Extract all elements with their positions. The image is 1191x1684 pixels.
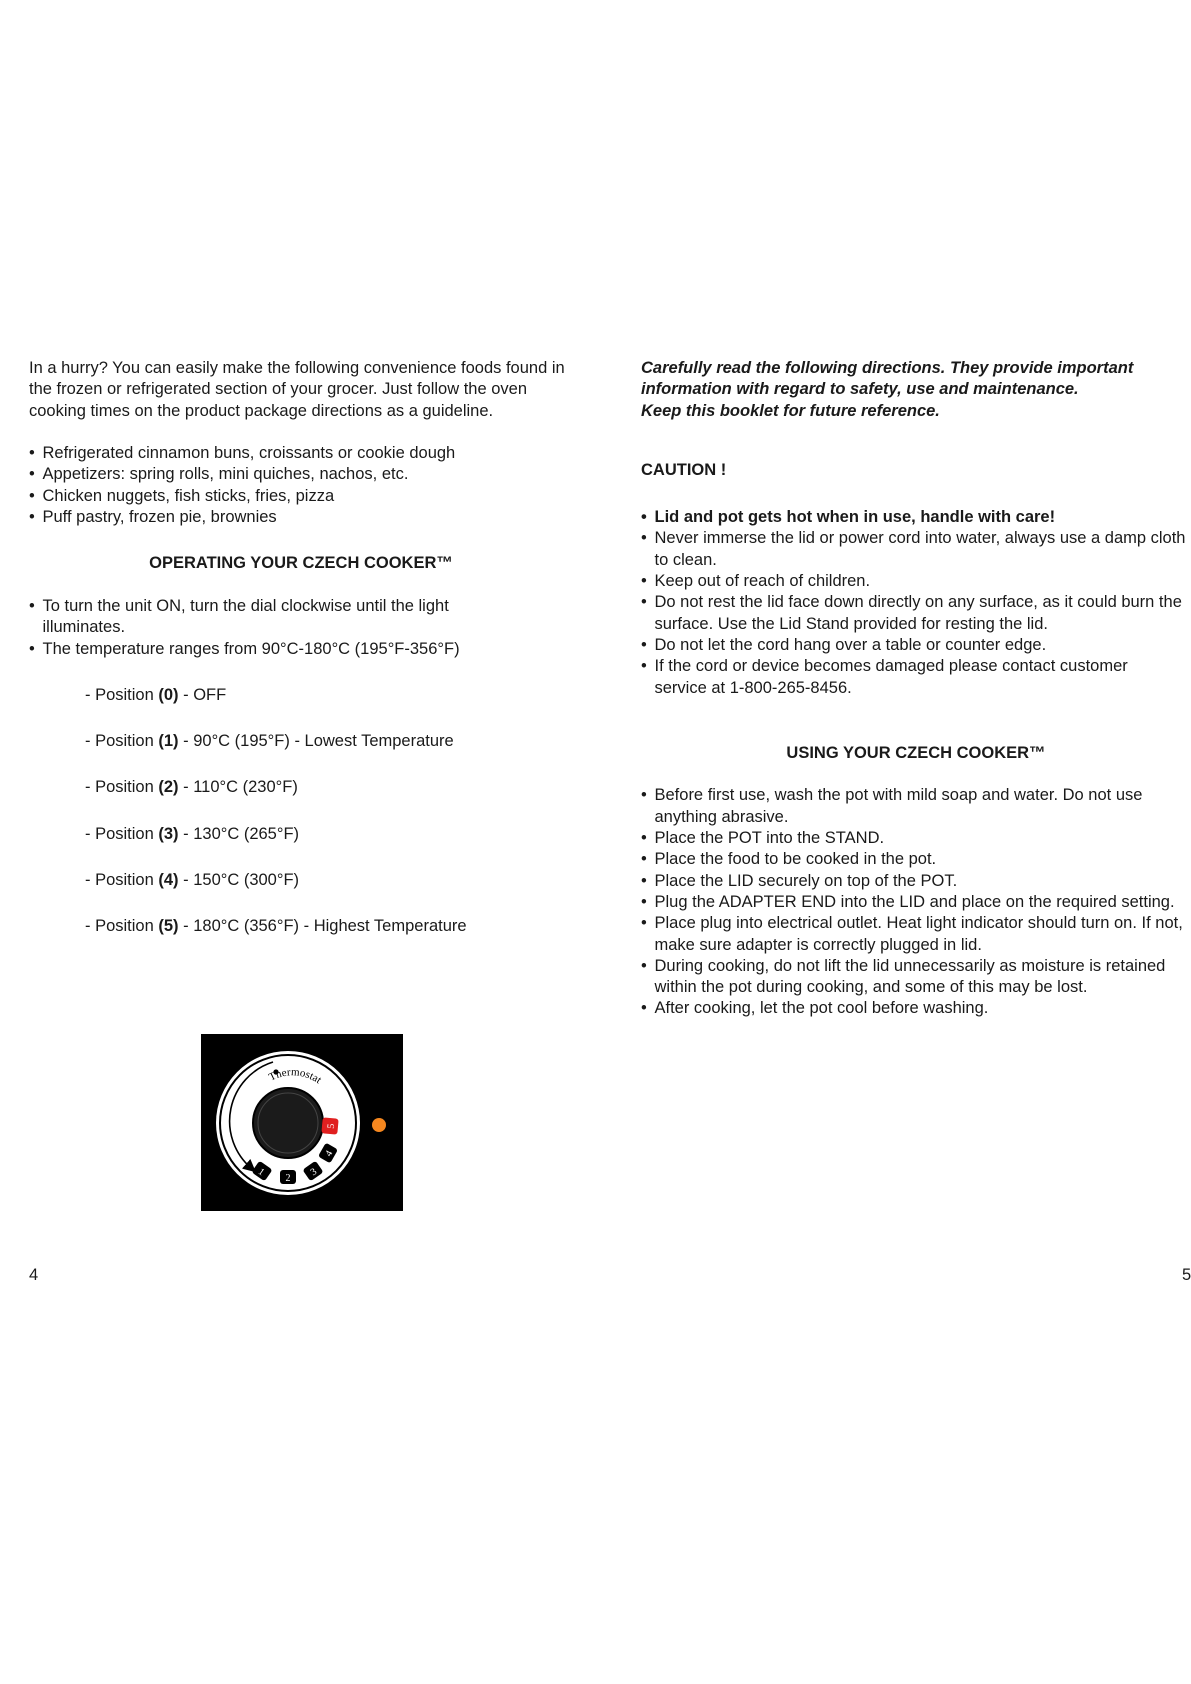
position-description: - 110°C (230°F) [178,778,298,797]
convenience-foods-list [29,443,589,528]
position-number: (0) [158,685,179,704]
list-item: • Appetizers: spring rolls, mini quiches, nachos, etc. [29,464,589,485]
position-item [85,870,589,916]
thermostat-dial-illustration [201,1034,403,1211]
position-item [85,916,589,962]
intro-line: information with regard to safety, use and maintenance. [641,380,1079,399]
list-item: • Lid and pot gets hot when in use, handle with care! [641,507,1191,528]
page-number-left: 4 [29,1266,39,1284]
list-item: • If the cord or device becomes damaged please contact customer service at 1-800-265-8456. [641,656,1191,699]
list-item: • Place the food to be cooked in the pot. [641,849,1191,870]
dial-number: 5 [325,1123,338,1130]
thermostat-dial-icon [201,1034,403,1211]
position-prefix: - Position [85,732,159,751]
position-prefix: - Position [85,685,159,704]
position-description: - 180°C (356°F) - Highest Temperature [178,917,467,936]
position-description: - 90°C (195°F) - Lowest Temperature [178,732,454,751]
list-item: • Puff pastry, frozen pie, brownies [29,507,589,528]
page-number-right: 5 [1182,1266,1191,1284]
list-item: • Chicken nuggets, fish sticks, fries, pizza [29,486,589,507]
position-number: (1) [158,732,179,751]
intro-line: Keep this booklet for future reference. [641,401,940,420]
list-item: • Do not let the cord hang over a table or counter edge. [641,635,1191,656]
position-description: - 150°C (300°F) [178,871,300,890]
list-item: • Never immerse the lid or power cord into water, always use a damp cloth to clean. [641,528,1191,571]
right-page-column [641,358,1191,1020]
position-item [85,731,589,777]
list-item: • Keep out of reach of children. [641,571,1191,592]
list-item: • Before first use, wash the pot with mild soap and water. Do not use anything abrasive. [641,785,1191,828]
position-number: (4) [158,871,179,890]
caution-heading: CAUTION ! [641,460,727,479]
position-prefix: - Position [85,778,159,797]
dial-number: 4 [323,1148,336,1159]
position-item [85,777,589,823]
position-number: (2) [158,778,179,797]
list-item: • Do not rest the lid face down directly on any surface, as it could burn the surface. Use the Lid Stand provided for resting the lid. [641,592,1191,635]
position-number: (5) [158,917,179,936]
intro-line: Carefully read the following directions. They provide important [641,359,1134,377]
safety-intro [641,358,1191,422]
using-heading: USING YOUR CZECH COOKER™ [786,743,1046,762]
list-item: • Place plug into electrical outlet. Heat light indicator should turn on. If not, make sure adapter is correctly plugged in lid. [641,913,1191,956]
using-list [641,785,1191,1019]
position-item [85,685,589,731]
position-prefix: - Position [85,824,159,843]
heat-indicator-light [372,1118,386,1132]
list-item: • The temperature ranges from 90°C-180°C (195°F-356°F) [29,639,499,660]
operating-list [29,596,499,660]
dial-number: 3 [308,1166,320,1179]
dial-positions-list [29,685,589,963]
position-description: - OFF [178,685,227,704]
list-item: • After cooking, let the pot cool before washing. [641,998,1191,1019]
position-number: (3) [158,824,179,843]
position-description: - 130°C (265°F) [178,824,300,843]
list-item: • During cooking, do not lift the lid unnecessarily as moisture is retained within the pot during cooking, and some of this may be lost. [641,956,1191,999]
dial-number: 1 [255,1166,267,1179]
position-prefix: - Position [85,917,159,936]
list-item: • Place the POT into the STAND. [641,828,1191,849]
list-item: • Refrigerated cinnamon buns, croissants or cookie dough [29,443,589,464]
intro-paragraph: In a hurry? You can easily make the following convenience foods found in the frozen or refrigerated section of your grocer. Just follow the oven cooking times on the product package directions as a guideline. [29,359,565,420]
position-prefix: - Position [85,871,159,890]
operating-heading: OPERATING YOUR CZECH COOKER™ [149,554,453,573]
left-page-column [29,358,589,963]
list-item: • To turn the unit ON, turn the dial clockwise until the light illuminates. [29,596,499,639]
thermostat-label: Thermostat [267,1066,324,1087]
dial-number: 2 [285,1173,291,1184]
dial-knob [253,1088,323,1158]
caution-list [641,507,1191,699]
list-item: • Place the LID securely on top of the POT. [641,871,1191,892]
position-item [85,824,589,870]
list-item: • Plug the ADAPTER END into the LID and place on the required setting. [641,892,1191,913]
